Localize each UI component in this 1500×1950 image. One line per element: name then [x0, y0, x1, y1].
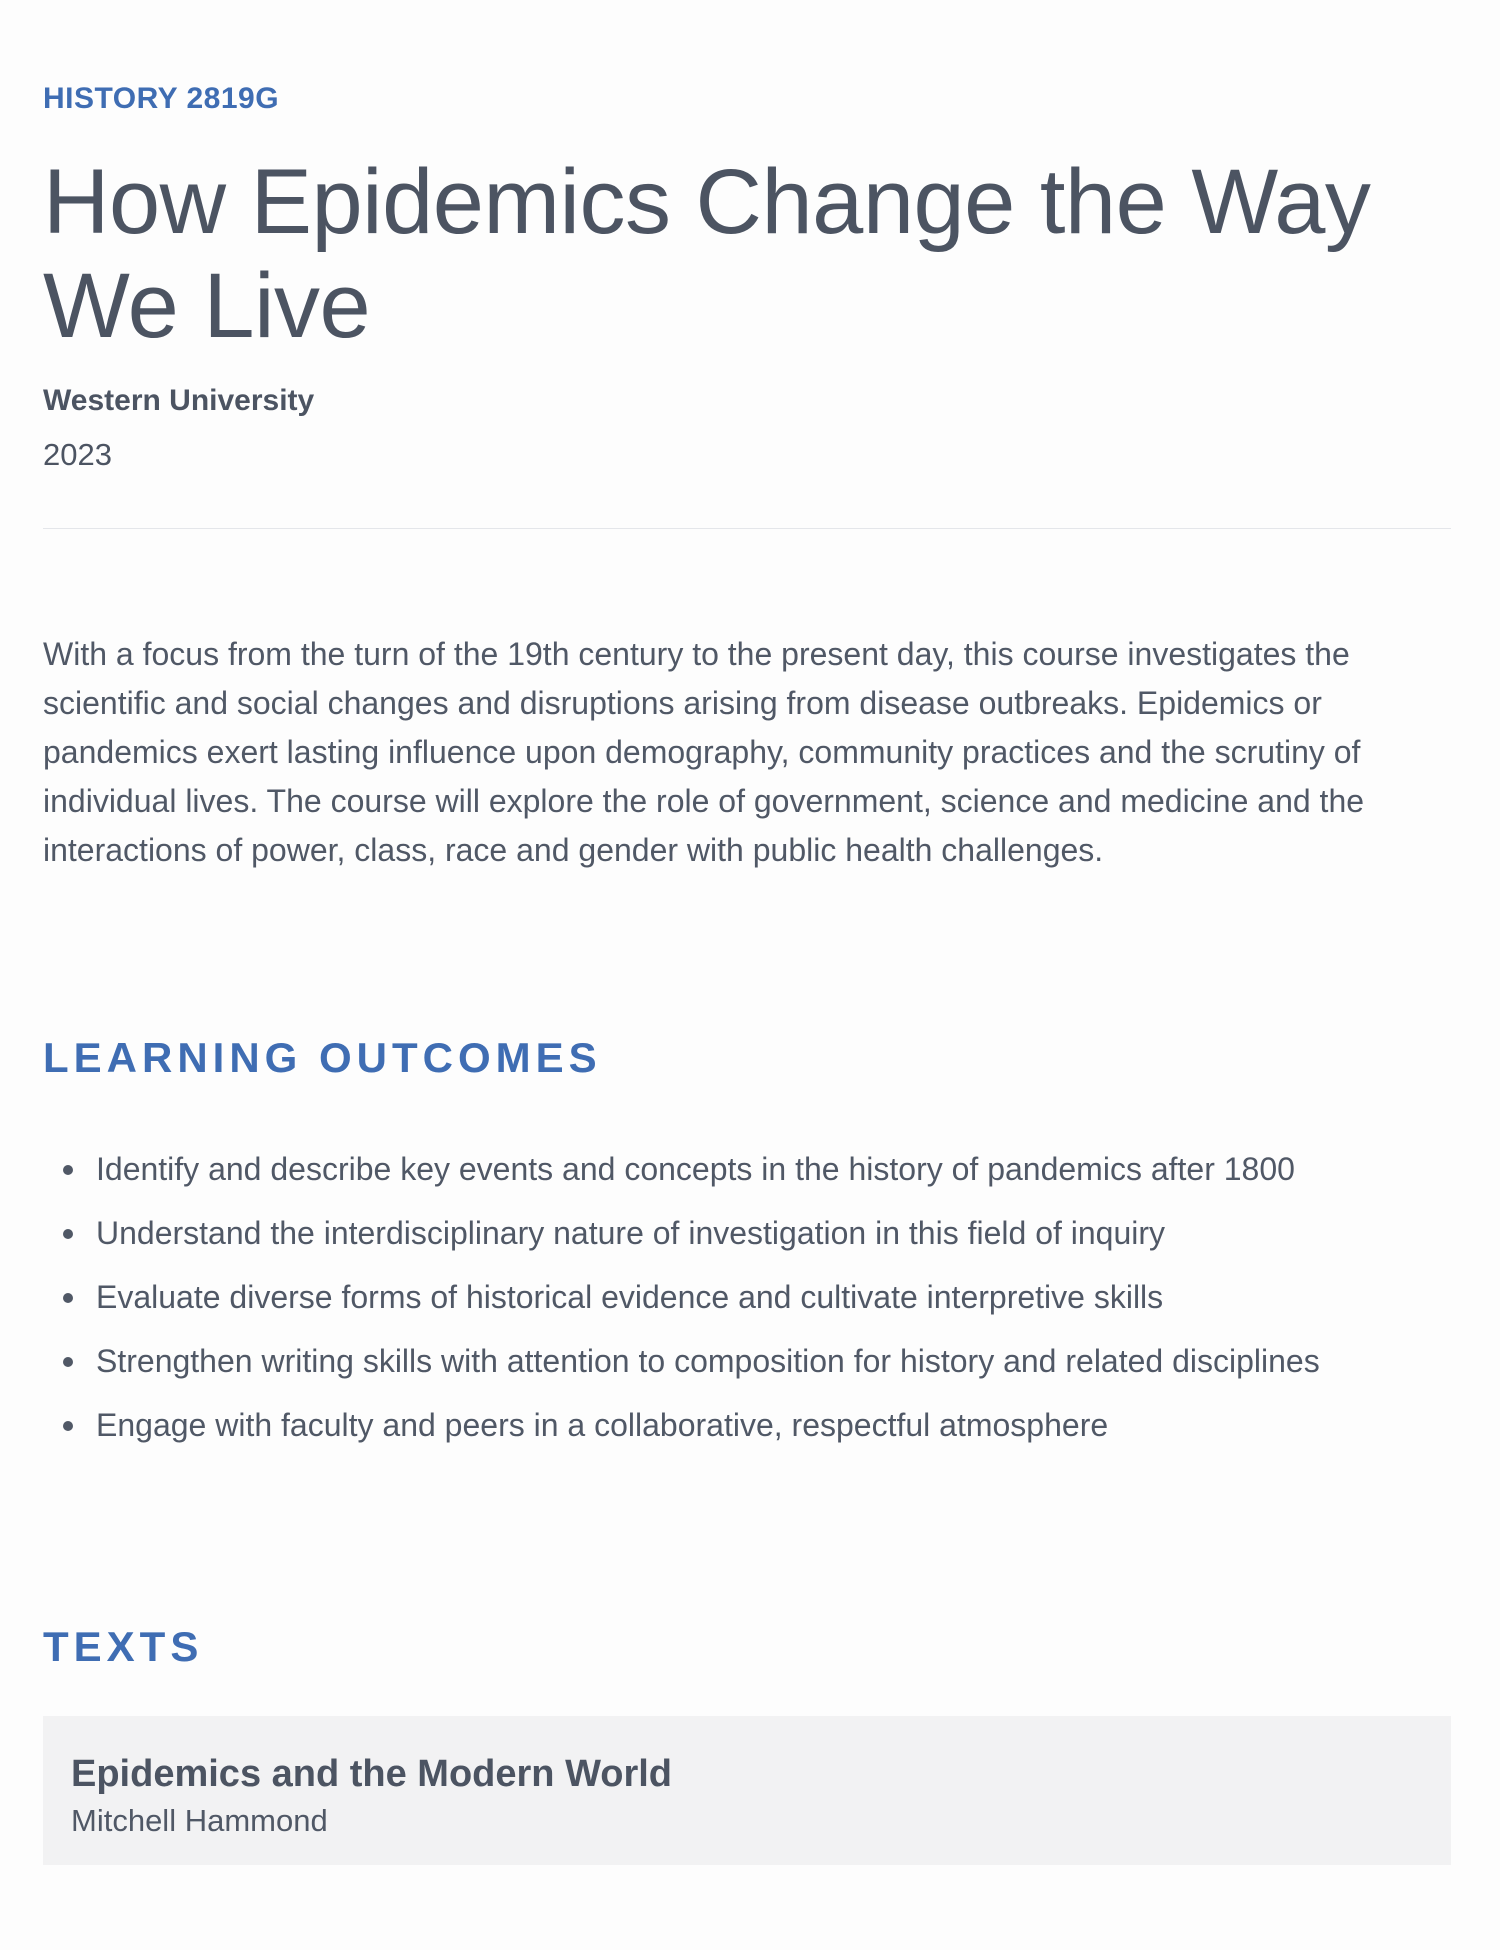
course-year: 2023: [43, 437, 112, 472]
list-item-text: Identify and describe key events and concepts in the history of pandemics after 1800: [96, 1151, 1295, 1187]
bullet-icon: [63, 1165, 73, 1175]
institution-name: Western University: [43, 384, 315, 417]
list-item-text: Understand the interdisciplinary nature of investigation in this field of inquiry: [96, 1215, 1166, 1251]
list-item: [43, 1145, 1451, 1194]
course-title: How Epidemics Change the Way We Live: [43, 151, 1371, 357]
list-item: [43, 1209, 1451, 1258]
bullet-icon: [63, 1293, 73, 1303]
learning-outcomes-list: [43, 1145, 1451, 1465]
learning-outcomes-heading: LEARNING OUTCOMES: [43, 1034, 602, 1081]
list-item: [43, 1401, 1451, 1450]
bullet-icon: [63, 1229, 73, 1239]
course-description: With a focus from the turn of the 19th century to the present day, this course investigates the scientific and social changes and disruptions arising from disease outbreaks. Epidemics or pandemics exert lasting influence upon demography, community practices and the scrutiny of individual lives. The course will explore the role of government, science and medicine and the interactions of power, class, race and gender with public health challenges.: [43, 636, 1365, 868]
list-item-text: Evaluate diverse forms of historical evidence and cultivate interpretive skills: [96, 1279, 1164, 1315]
header-divider: [43, 528, 1451, 529]
list-item: [43, 1273, 1451, 1322]
text-title: Epidemics and the Modern World: [71, 1753, 673, 1795]
text-card: [43, 1716, 1451, 1865]
list-item-text: Engage with faculty and peers in a collaborative, respectful atmosphere: [96, 1407, 1109, 1443]
list-item-text: Strengthen writing skills with attention to composition for history and related disciplines: [96, 1343, 1320, 1379]
bullet-icon: [63, 1357, 73, 1367]
list-item: [43, 1337, 1451, 1386]
text-author: Mitchell Hammond: [71, 1803, 328, 1838]
course-code: HISTORY 2819G: [43, 82, 280, 115]
bullet-icon: [63, 1421, 73, 1431]
texts-heading: TEXTS: [43, 1623, 204, 1670]
